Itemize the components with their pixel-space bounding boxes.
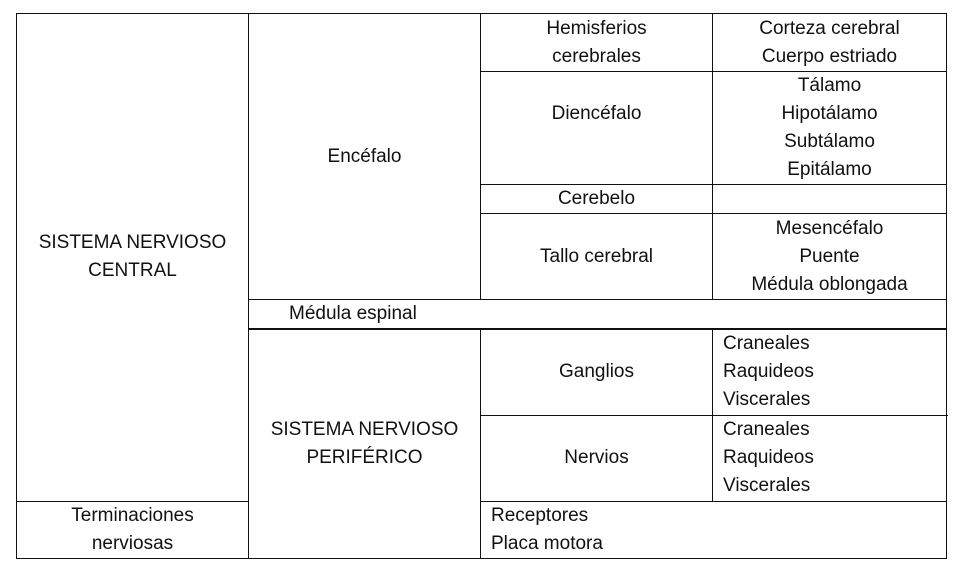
- list-item: Receptores: [491, 504, 589, 526]
- sistema-central-label-line-1: SISTEMA NERVIOSO: [38, 232, 227, 254]
- list-item: Craneales: [723, 333, 810, 355]
- list-item: Mesencéfalo: [775, 217, 884, 239]
- cerebelo-items-cell: [713, 185, 947, 214]
- encefalo-label: Encéfalo: [327, 145, 402, 167]
- nervios-label: Nervios: [564, 447, 629, 468]
- ganglios-items-cell: [713, 329, 947, 415]
- list-item: Viscerales: [723, 475, 811, 496]
- list-item: Corteza cerebral: [759, 17, 900, 39]
- hemisferios-label-line-1: Hemisferios: [546, 17, 647, 39]
- ganglios-cell: [481, 329, 713, 415]
- medula-cell: [249, 300, 947, 330]
- cerebelo-label: Cerebelo: [557, 188, 636, 209]
- hemisferios-cell: [481, 14, 713, 72]
- list-item: Puente: [799, 245, 860, 267]
- list-item: Placa motora: [491, 532, 603, 554]
- sistema-periferico-cell: [249, 329, 481, 558]
- tallo-cell: [481, 214, 713, 300]
- list-item: Epitálamo: [787, 159, 872, 180]
- terminaciones-label-line-2: nerviosas: [91, 532, 174, 554]
- list-item: Craneales: [723, 419, 810, 440]
- ganglios-label: Ganglios: [559, 361, 634, 383]
- sistema-periferico-label-line-1: SISTEMA NERVIOSO: [270, 418, 459, 440]
- hemisferios-items-cell: [713, 14, 947, 72]
- sistema-central-cell: [17, 14, 249, 502]
- diencefalo-items-cell: [713, 72, 947, 185]
- list-item: Médula oblongada: [751, 273, 908, 295]
- medula-label: Médula espinal: [289, 303, 417, 324]
- terminaciones-cell: [17, 501, 249, 558]
- sistema-periferico-label-line-2: PERIFÉRICO: [306, 446, 423, 468]
- nervios-cell: [481, 415, 713, 501]
- encefalo-cell: [249, 14, 481, 300]
- cerebelo-cell: [481, 185, 713, 214]
- list-item: Subtálamo: [784, 131, 875, 152]
- list-item: Hipotálamo: [781, 103, 878, 124]
- diencefalo-label: Diencéfalo: [551, 103, 642, 124]
- nervios-items-cell: [713, 415, 947, 501]
- tallo-label: Tallo cerebral: [540, 245, 653, 267]
- list-item: Tálamo: [797, 75, 862, 96]
- terminaciones-items-cell: [481, 501, 947, 558]
- list-item: Raquideos: [723, 447, 814, 468]
- diencefalo-cell: [481, 72, 713, 185]
- nervous-system-table: [16, 13, 947, 559]
- list-item: Viscerales: [723, 389, 811, 411]
- list-item: Raquideos: [723, 361, 814, 383]
- sistema-central-label-line-2: CENTRAL: [88, 260, 177, 282]
- terminaciones-label-line-1: Terminaciones: [71, 504, 194, 526]
- tallo-items-cell: [713, 214, 947, 300]
- hemisferios-label-line-2: cerebrales: [552, 45, 641, 67]
- list-item: Cuerpo estriado: [761, 45, 898, 67]
